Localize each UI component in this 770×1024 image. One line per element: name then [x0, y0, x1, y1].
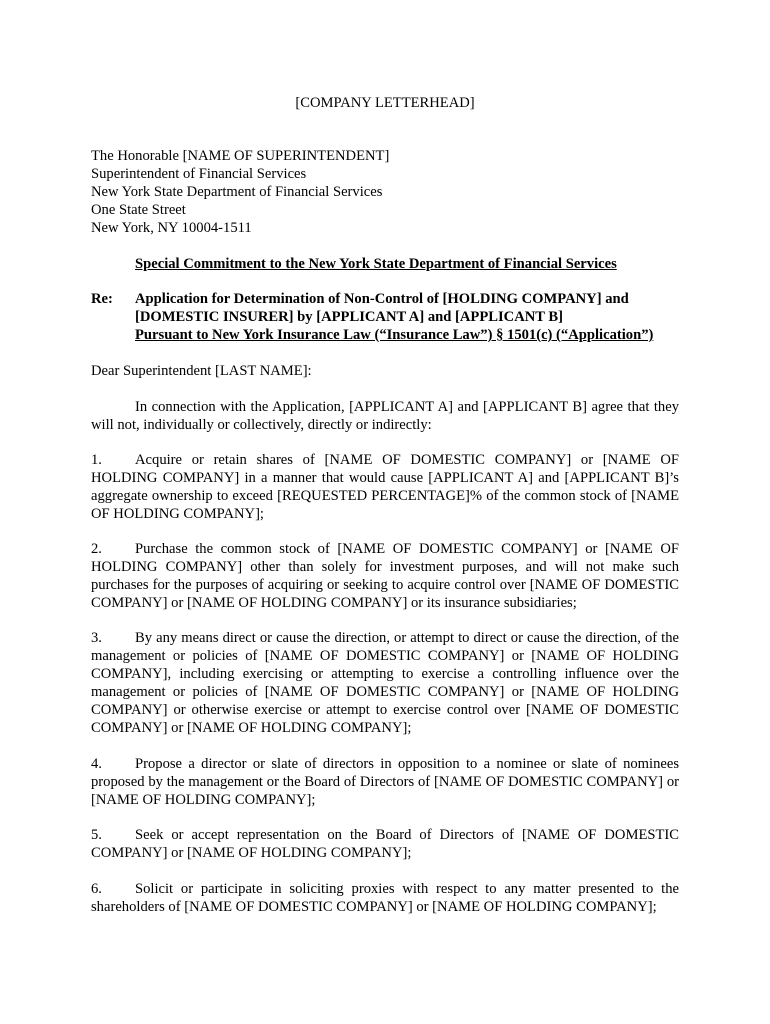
subject-line-3: Pursuant to New York Insurance Law (“Insurance Law”) § 1501(c) (“Application”)	[135, 327, 654, 343]
address-line-title: Superintendent of Financial Services	[91, 166, 307, 182]
company-letterhead: [COMPANY LETTERHEAD]	[295, 95, 475, 111]
item-text: Acquire or retain shares of [NAME OF DOMESTIC COMPANY] or [NAME OF HOLDING COMPANY] in a manner that would cause [APPLICANT A] and [APPLICANT B]’s aggregate ownership to exceed [REQUESTED PERCENTAGE]% of the common stock of [NAME OF HOLDING COMPANY];	[91, 452, 679, 522]
item-text: Purchase the common stock of [NAME OF DOMESTIC COMPANY] or [NAME OF HOLDING COMPANY] other than solely for investment purposes, and will not make such purchases for the purposes of acquiring or seeking to acquire control over [NAME OF DOMESTIC COMPANY] or [NAME OF HOLDING COMPANY] or its insurance subsidiaries;	[91, 541, 679, 611]
item-text: By any means direct or cause the direction, or attempt to direct or cause the direction, of the management or policies of [NAME OF DOMESTIC COMPANY] or [NAME OF HOLDING COMPANY], including exercising or attempting to exercise a controlling influence over the management or policies of [NAME OF DOMESTIC COMPANY] or [NAME OF HOLDING COMPANY] or otherwise exercise or attempt to exercise control over [NAME OF DOMESTIC COMPANY] or [NAME OF HOLDING COMPANY];	[91, 630, 679, 736]
commitment-item	[91, 629, 679, 737]
commitment-item	[91, 451, 679, 523]
recipient-address-block	[91, 147, 681, 237]
item-text: Solicit or participate in soliciting proxies with respect to any matter presented to the shareholders of [NAME OF DOMESTIC COMPANY] or [NAME OF HOLDING COMPANY];	[91, 881, 679, 915]
intro-paragraph	[91, 398, 679, 434]
subject-label: Re:	[91, 291, 113, 307]
commitment-item	[91, 826, 679, 862]
salutation: Dear Superintendent [LAST NAME]:	[91, 363, 312, 379]
address-line-city: New York, NY 10004-1511	[91, 220, 252, 236]
commitment-item	[91, 880, 679, 916]
intro-text: In connection with the Application, [APPLICANT A] and [APPLICANT B] agree that they will not, individually or collectively, directly or indirectly:	[91, 399, 679, 433]
item-number: 3.	[91, 630, 102, 646]
address-line-department: New York State Department of Financial Services	[91, 184, 383, 200]
address-line-street: One State Street	[91, 202, 186, 218]
item-number: 4.	[91, 756, 102, 772]
subject-line-2: [DOMESTIC INSURER] by [APPLICANT A] and [APPLICANT B]	[135, 309, 563, 325]
item-number: 1.	[91, 452, 102, 468]
address-line-recipient: The Honorable [NAME OF SUPERINTENDENT]	[91, 148, 390, 164]
item-text: Propose a director or slate of directors in opposition to a nominee or slate of nominees proposed by the management or the Board of Directors of [NAME OF DOMESTIC COMPANY] or [NAME OF HOLDING COMPANY];	[91, 756, 679, 808]
commitment-item	[91, 755, 679, 809]
commitment-item	[91, 540, 679, 612]
subject-text	[135, 290, 681, 344]
item-number: 5.	[91, 827, 102, 843]
special-commitment-heading: Special Commitment to the New York State Department of Financial Services	[135, 256, 617, 272]
item-text: Seek or accept representation on the Board of Directors of [NAME OF DOMESTIC COMPANY] or [NAME OF HOLDING COMPANY];	[91, 827, 679, 861]
item-number: 6.	[91, 881, 102, 897]
item-number: 2.	[91, 541, 102, 557]
subject-line-1: Application for Determination of Non-Control of [HOLDING COMPANY] and	[135, 291, 629, 307]
